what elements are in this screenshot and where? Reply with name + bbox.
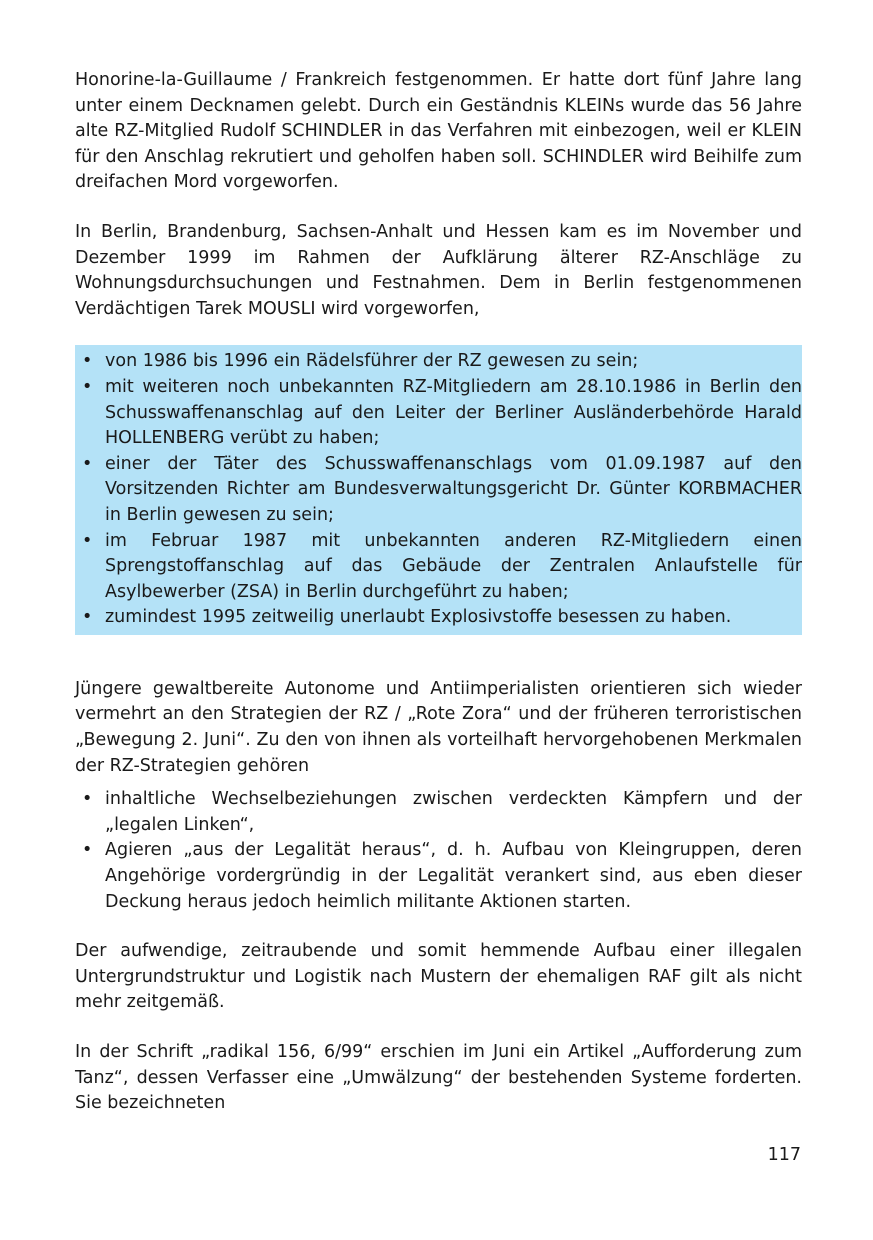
list-item: • von 1986 bis 1996 ein Rädelsführer der RZ gewesen zu sein; bbox=[75, 349, 802, 375]
paragraph-radikal: In der Schrift „radikal 156, 6/99“ erschien im Juni ein Artikel „Aufforderung zum Tanz“, dessen Verfasser eine „Umwälzung“ der bestehenden Systeme forderten. Sie bezeichneten bbox=[75, 1042, 802, 1114]
bullet-icon: • bbox=[82, 607, 93, 628]
paragraph-searches: In Berlin, Brandenburg, Sachsen-Anhalt und Hessen kam es im November und Dezember 1999 im Rahmen der Aufklärung älterer RZ-Anschläge zu Wohnungsdurchsuchungen und Festnahmen. Dem in Berlin festgenommenen Verdächtigen Tarek MOUSLI wird vorgeworfen, bbox=[75, 221, 802, 319]
accusation-box bbox=[75, 345, 802, 635]
bullet-icon: • bbox=[82, 530, 93, 551]
bullet-icon: • bbox=[82, 453, 93, 474]
list-item: • mit weiteren noch unbekannten RZ-Mitgliedern am 28.10.1986 in Berlin den Schusswaffenanschlag auf den Leiter der Berliner Ausländerbehörde Harald HOLLENBERG verübt zu haben; bbox=[82, 376, 802, 449]
list-item: • im Februar 1987 mit unbekannten anderen RZ-Mitgliedern einen Sprengstoffanschlag auf das Gebäude der Zentralen Anlaufstelle für Asylbewerber (ZSA) in Berlin durchgeführt zu haben; bbox=[82, 530, 802, 602]
paragraph-strategies: Jüngere gewaltbereite Autonome und Antiimperialisten orientieren sich wieder vermehrt an den Strategien der RZ / „Rote Zora“ und der früheren terroristischen „Bewegung 2. Juni“. Zu den von ihnen als vorteilhaft hervorgehobenen Merkmalen der RZ-Strategien gehören bbox=[75, 678, 802, 776]
list-item: • einer der Täter des Schusswaffenanschlags vom 01.09.1987 auf den Vorsitzenden Richter am Bundesverwaltungsgericht Dr. Günter KORBMACHER in Berlin gewesen zu sein; bbox=[82, 453, 802, 525]
page-number: 117 bbox=[767, 1145, 801, 1165]
bullet-icon: • bbox=[82, 789, 93, 810]
document-page bbox=[75, 68, 802, 1117]
accusation-list bbox=[75, 349, 802, 631]
bullet-icon: • bbox=[82, 840, 93, 861]
list-item: • inhaltliche Wechselbeziehungen zwischen verdeckten Kämpfern und der „legalen Linken“, bbox=[82, 789, 802, 835]
list-item: • zumindest 1995 zeitweilig unerlaubt Explosivstoffe besessen zu haben. bbox=[75, 605, 802, 631]
list-item: • Agieren „aus der Legalität heraus“, d. h. Aufbau von Kleingruppen, deren Angehörige vordergründig in der Legalität verankert sind, aus eben dieser Deckung heraus jedoch heimlich militante Aktionen starten. bbox=[82, 840, 802, 912]
paragraph-arrest-schindler: Honorine-la-Guillaume / Frankreich festgenommen. Er hatte dort fünf Jahre lang unter einem Decknamen gelebt. Durch ein Geständnis KLEINs wurde das 56 Jahre alte RZ-Mitglied Rudolf SCHINDLER in das Verfahren mit einbezogen, weil er KLEIN für den Anschlag rekrutiert und geholfen haben soll. SCHINDLER wird Beihilfe zum dreifachen Mord vorgeworfen. bbox=[75, 70, 802, 193]
paragraph-raf: Der aufwendige, zeitraubende und somit hemmende Aufbau einer illegalen Untergrundstruktur und Logistik nach Mustern der ehemaligen RAF gilt als nicht mehr zeitgemäß. bbox=[75, 941, 802, 1013]
feature-list bbox=[75, 787, 802, 915]
bullet-icon: • bbox=[82, 376, 93, 397]
bullet-icon: • bbox=[82, 351, 93, 372]
